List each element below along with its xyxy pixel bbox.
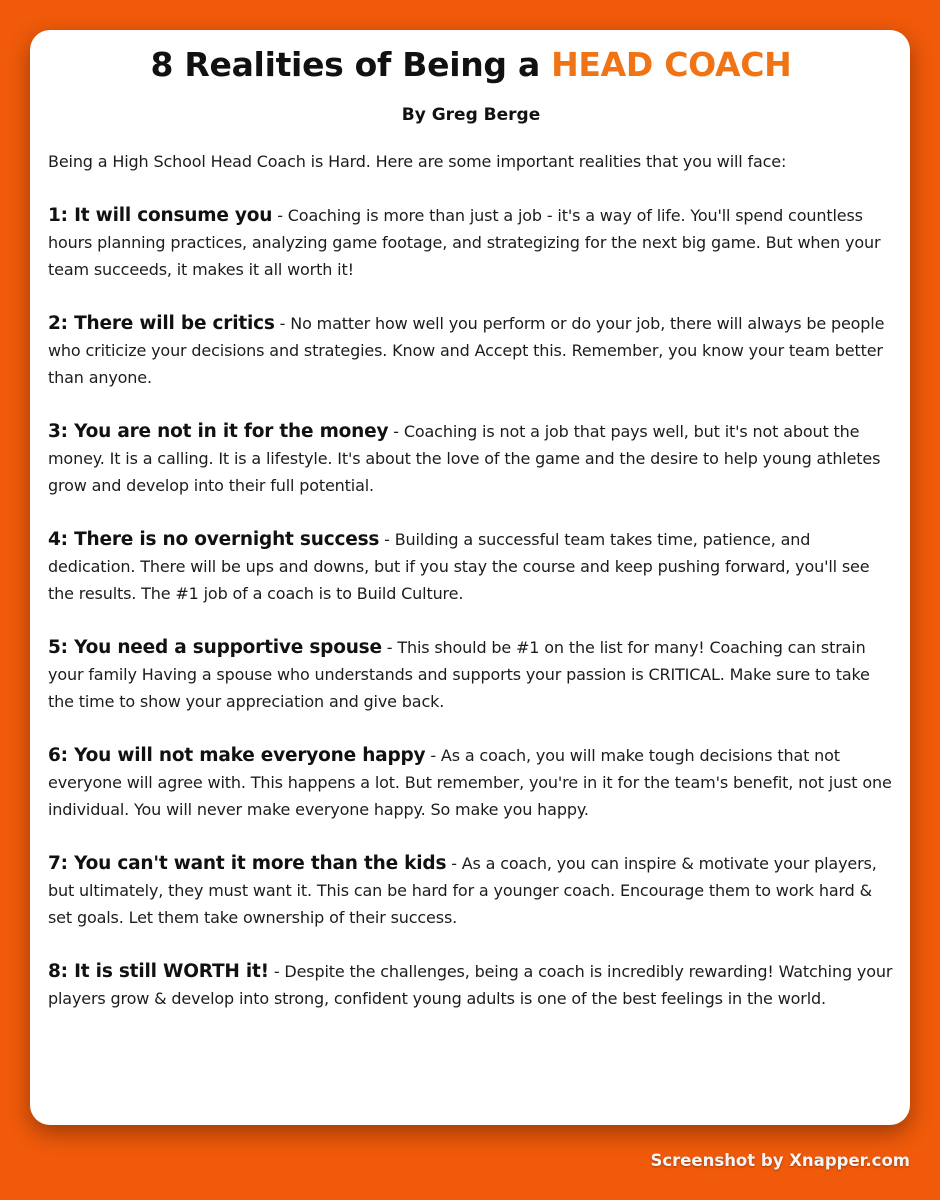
reality-item-7	[48, 850, 894, 931]
reality-body: Coaching is more than just a job - it's a way of life. You'll spend countless hours planning practices, analyzing game footage, and strategizing for the next big game. But when your team succeeds, it makes it all worth it!	[48, 206, 881, 279]
reality-item-6	[48, 742, 894, 823]
reality-body: This should be #1 on the list for many! Coaching can strain your family Having a spouse who understands and supports your passion is CRITICAL. Make sure to take the time to show your appreciation and give back.	[48, 638, 870, 711]
separator: -	[268, 962, 285, 981]
reality-item-3	[48, 418, 894, 499]
title-prefix: 8 Realities of Being a	[150, 45, 552, 84]
reality-item-5	[48, 634, 894, 715]
reality-heading: 7: You can't want it more than the kids	[48, 853, 447, 874]
separator: -	[272, 206, 288, 225]
reality-heading: 5: You need a supportive spouse	[48, 637, 382, 658]
reality-item-8	[48, 958, 894, 1012]
reality-heading: 2: There will be critics	[48, 313, 275, 334]
article-card	[30, 30, 910, 1125]
reality-body: Building a successful team takes time, patience, and dedication. There will be ups and downs, but if you stay the course and keep pushing forward, you'll see the results. The #1 job of a coach is to Build Culture.	[48, 530, 870, 603]
separator: -	[425, 746, 441, 765]
byline: By Greg Berge	[401, 105, 541, 125]
reality-item-1	[48, 202, 894, 283]
reality-body: Coaching is not a job that pays well, but it's not about the money. It is a calling. It is a lifestyle. It's about the love of the game and the desire to help young athletes grow and develop into their full potential.	[48, 422, 881, 495]
page-title	[48, 44, 894, 86]
reality-heading: 3: You are not in it for the money	[48, 421, 389, 442]
reality-body: As a coach, you can inspire & motivate your players, but ultimately, they must want it. This can be hard for a younger coach. Encourage them to work hard & set goals. Let them take ownership of their success.	[48, 854, 877, 927]
reality-body: No matter how well you perform or do your job, there will always be people who criticize your decisions and strategies. Know and Accept this. Remember, you know your team better than anyone.	[48, 314, 885, 387]
separator: -	[274, 314, 291, 333]
reality-item-2	[48, 310, 894, 391]
separator: -	[379, 530, 395, 549]
reality-item-4	[48, 526, 894, 607]
title-accent: HEAD COACH	[551, 45, 792, 84]
intro-paragraph: Being a High School Head Coach is Hard. Here are some important realities that you will face:	[48, 152, 787, 171]
separator: -	[388, 422, 404, 441]
reality-heading: 8: It is still WORTH it!	[48, 961, 269, 982]
reality-body: Despite the challenges, being a coach is incredibly rewarding! Watching your players grow & develop into strong, confident young adults is one of the best feelings in the world.	[48, 962, 893, 1008]
reality-heading: 1: It will consume you	[48, 205, 273, 226]
separator: -	[446, 854, 462, 873]
reality-heading: 6: You will not make everyone happy	[48, 745, 426, 766]
reality-heading: 4: There is no overnight success	[48, 529, 380, 550]
watermark-text: Screenshot by Xnapper.com	[650, 1151, 910, 1170]
reality-body: As a coach, you will make tough decisions that not everyone will agree with. This happens a lot. But remember, you're in it for the team's benefit, not just one individual. You will never make everyone happy. So make you happy.	[48, 746, 892, 819]
separator: -	[381, 638, 398, 657]
